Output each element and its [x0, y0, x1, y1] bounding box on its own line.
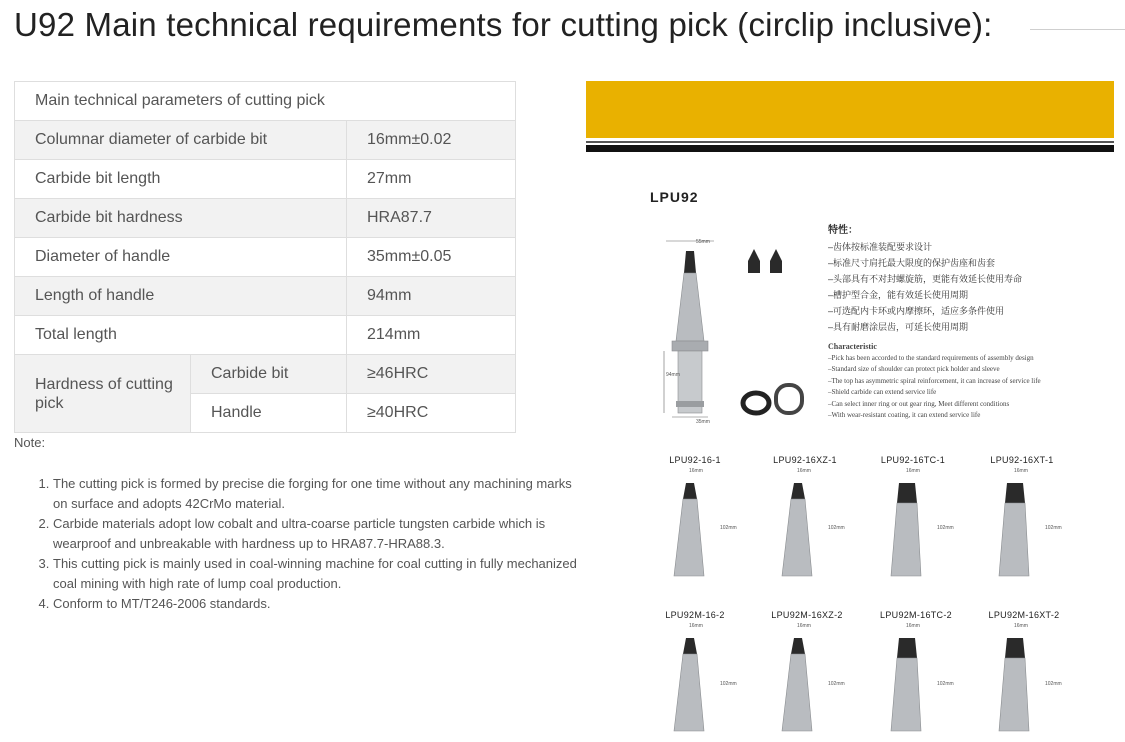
list-item: 3. This cutting pick is mainly used in coal-winning machine for coal cutting in fully mechanized coal mining with high rate of lump coal production.: [53, 554, 583, 594]
variant-pick-icon: [991, 481, 1041, 577]
product-image: [586, 81, 1114, 742]
variant-label: LPU92M-16-2: [665, 610, 725, 620]
variant-pick-icon: [774, 636, 824, 732]
table-row: [15, 355, 516, 394]
dim-label: 35mm: [696, 419, 710, 425]
features-zh: 特性： –齿体按标准装配要求设计 –标准尺寸肩托最大限度的保护齿座和齿套 –头部具有不对封螺旋筋，更能有效延长使用寿命 –槽护型合金，能有效延长使用周期 –可选配内卡环或内摩擦环，适应多条件使用 –具有耐磨涂层齿，可延长使用周期: [828, 225, 1023, 332]
variant-pick-icon: [666, 636, 716, 732]
specs-table-header: Main technical parameters of cutting pick: [15, 82, 516, 121]
param-value: 16mm±0.02: [347, 121, 516, 160]
variant-label: LPU92M-16TC-2: [880, 610, 952, 620]
dim-label: 102mm: [937, 525, 954, 531]
table-row: [15, 82, 516, 121]
features-en: Characteristic –Pick has been accorded to the standard requirements of assembly design –Standard size of shoulder can protect pick holder and sleeve –The top has asymmetric spiral reinforcement, it can increase of service life –Shield carbide can extend service life –Can select inner ring or out gear ring, Meet different conditions –With wear-resistant coating, it can extend service life: [828, 342, 1041, 419]
table-row: [15, 121, 516, 160]
dim-label: 94mm: [666, 372, 680, 378]
variant-label: LPU92M-16XZ-2: [771, 610, 843, 620]
circlip-icon: [740, 379, 810, 419]
banner-stripe: [586, 145, 1114, 152]
variant-label: LPU92-16-1: [669, 455, 721, 465]
specs-table: [14, 81, 516, 433]
variant-pick-icon: [991, 636, 1041, 732]
param-label: Length of handle: [15, 277, 347, 316]
variant-label: LPU92-16TC-1: [880, 455, 946, 465]
yellow-banner: [586, 81, 1114, 138]
variant-label: LPU92-16XZ-1: [773, 455, 837, 465]
dim-label: 102mm: [828, 681, 845, 687]
dim-label: 16mm: [1014, 468, 1028, 474]
dim-label: 16mm: [1014, 623, 1028, 629]
dim-label: 55mm: [696, 239, 710, 245]
variant-pick-icon: [774, 481, 824, 577]
param-label: Total length: [15, 316, 347, 355]
dim-label: 102mm: [1045, 681, 1062, 687]
hardness-sub-value: ≥40HRC: [347, 394, 516, 433]
param-label: Carbide bit hardness: [15, 199, 347, 238]
list-item: 4. Conform to MT/T246-2006 standards.: [53, 594, 583, 614]
list-item: 2. Carbide materials adopt low cobalt and ultra-coarse particle tungsten carbide which is wearproof and unbreakable with hardness up to HRA87.7-HRA88.3.: [53, 514, 583, 554]
param-value: 94mm: [347, 277, 516, 316]
page-header: [14, 4, 1114, 50]
dim-label: 102mm: [720, 681, 737, 687]
param-value: 27mm: [347, 160, 516, 199]
hardness-sub-label: Carbide bit: [191, 355, 347, 394]
table-row: [15, 160, 516, 199]
note-label: Note:: [14, 435, 46, 450]
dim-label: 102mm: [720, 525, 737, 531]
param-label: Carbide bit length: [15, 160, 347, 199]
title-divider: [1030, 29, 1125, 30]
variant-pick-icon: [666, 481, 716, 577]
variant-label: LPU92-16XT-1: [990, 455, 1054, 465]
pick-drawing: [656, 231, 736, 426]
table-row: [15, 199, 516, 238]
param-value: HRA87.7: [347, 199, 516, 238]
dim-label: 16mm: [906, 468, 920, 474]
dim-label: 16mm: [797, 623, 811, 629]
hardness-sub-value: ≥46HRC: [347, 355, 516, 394]
dim-label: 16mm: [797, 468, 811, 474]
carbide-tips-icon: [744, 247, 790, 277]
page-title: U92 Main technical requirements for cutting pick (circlip inclusive):: [14, 6, 993, 43]
notes-list: [14, 474, 583, 614]
model-name: LPU92: [650, 189, 699, 205]
param-value: 35mm±0.05: [347, 238, 516, 277]
param-label: Diameter of handle: [15, 238, 347, 277]
dim-label: 102mm: [1045, 525, 1062, 531]
banner-stripe: [586, 141, 1114, 143]
variant-label: LPU92M-16XT-2: [988, 610, 1060, 620]
dim-label: 102mm: [937, 681, 954, 687]
param-value: 214mm: [347, 316, 516, 355]
param-label: Columnar diameter of carbide bit: [15, 121, 347, 160]
table-row: [15, 277, 516, 316]
dim-label: 102mm: [828, 525, 845, 531]
hardness-sub-label: Handle: [191, 394, 347, 433]
dim-label: 16mm: [906, 623, 920, 629]
variant-pick-icon: [883, 636, 933, 732]
table-row: [15, 316, 516, 355]
hardness-label: Hardness of cutting pick: [15, 355, 191, 433]
table-row: [15, 238, 516, 277]
dim-label: 16mm: [689, 623, 703, 629]
list-item: 1. The cutting pick is formed by precise die forging for one time without any machining marks on surface and adopts 42CrMo material.: [53, 474, 583, 514]
variant-pick-icon: [883, 481, 933, 577]
dim-label: 16mm: [689, 468, 703, 474]
